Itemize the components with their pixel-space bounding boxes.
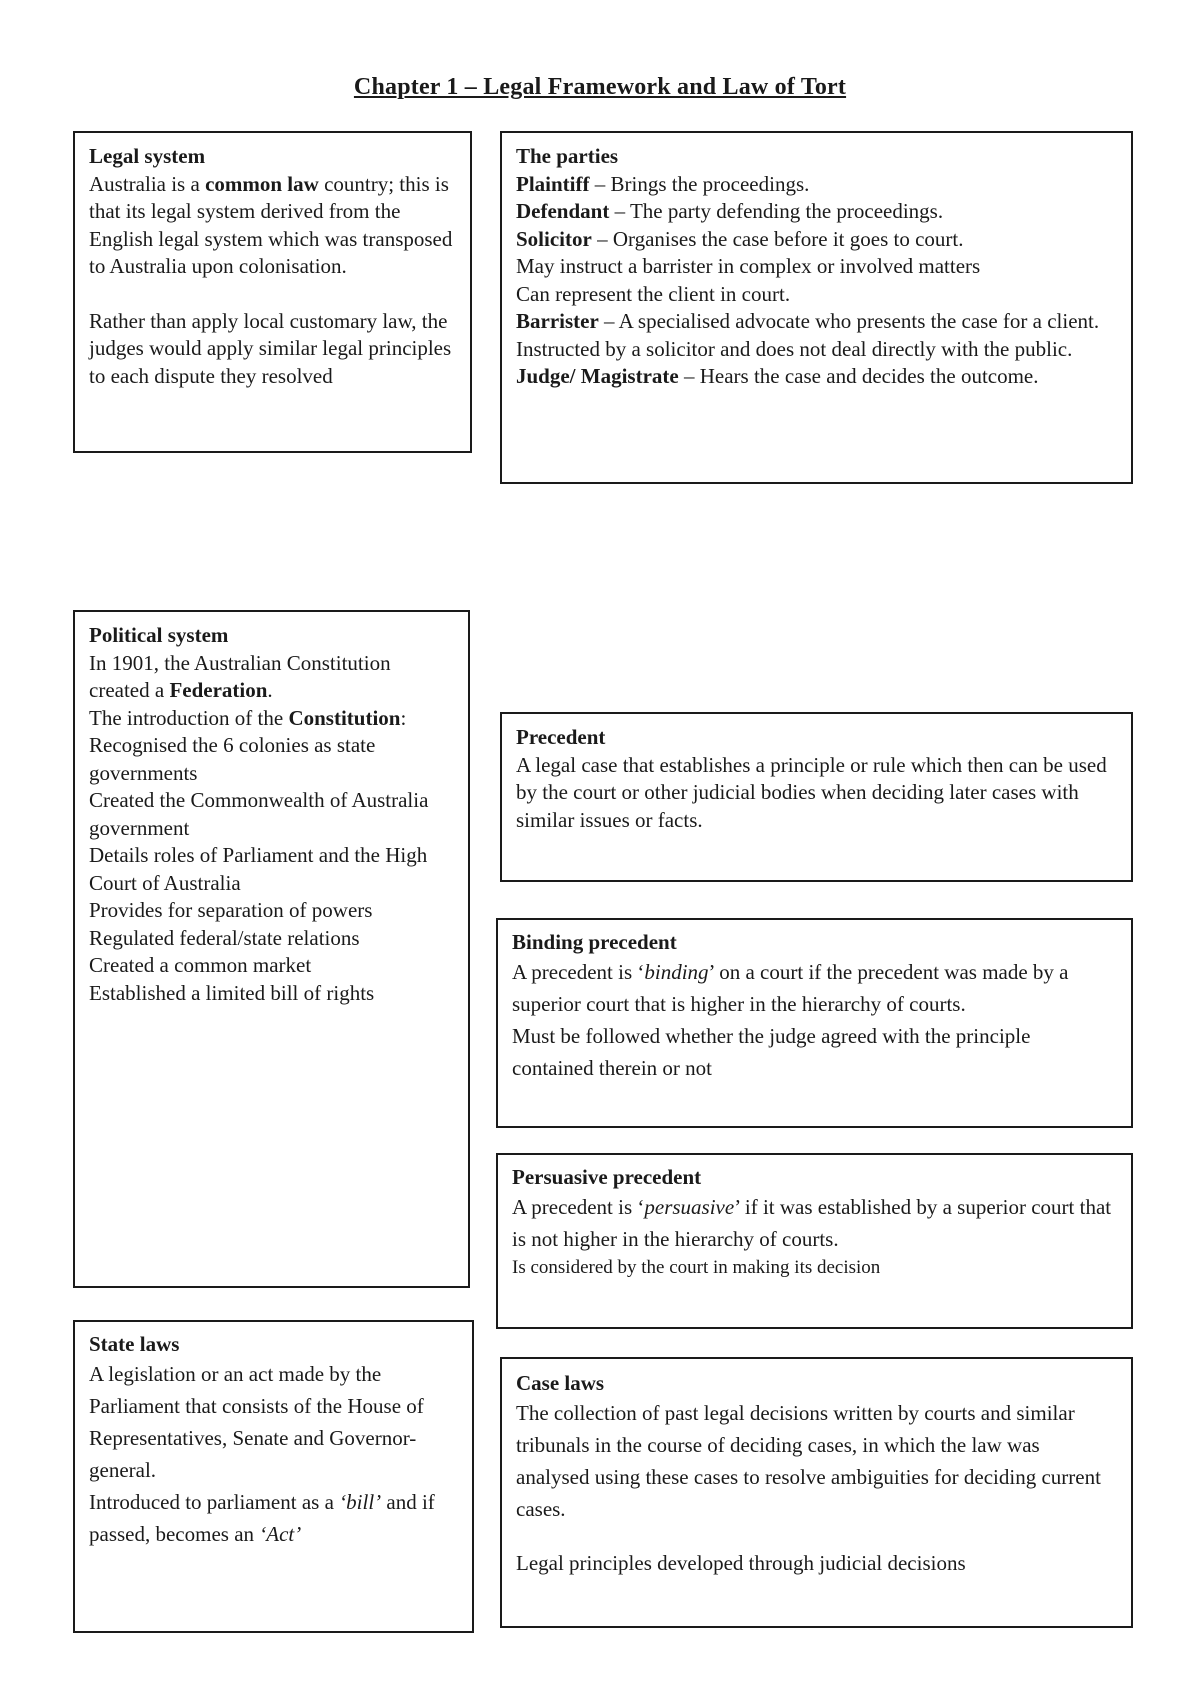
parties-heading: The parties — [516, 144, 619, 168]
precedent-box — [500, 712, 1133, 882]
case-laws-heading: Case laws — [516, 1371, 605, 1395]
legal-system-box — [73, 131, 472, 453]
binding-precedent-box — [496, 918, 1133, 1128]
plaintiff-line: Plaintiff – Brings the proceedings. — [516, 171, 810, 196]
persuasive-precedent-text: A precedent is ‘persuasive’ if it was established by a superior court that is not higher in the hierarchy of courts. — [512, 1195, 1112, 1251]
political-item: Established a limited bill of rights — [89, 980, 375, 1005]
defendant-line: Defendant – The party defending the proceedings. — [516, 199, 944, 223]
political-item: Recognised the 6 colonies as state governments — [89, 733, 376, 785]
solicitor-line-3: Can represent the client in court. — [516, 281, 791, 306]
persuasive-precedent-box — [496, 1153, 1133, 1329]
binding-precedent-line-2: Must be followed whether the judge agreed with the principle contained therein or not — [512, 1024, 1031, 1080]
state-laws-heading: State laws — [89, 1332, 180, 1356]
persuasive-precedent-heading: Persuasive precedent — [512, 1165, 702, 1189]
solicitor-line: Solicitor – Organises the case before it goes to court. — [516, 226, 964, 251]
barrister-line: Barrister – A specialised advocate who presents the case for a client. — [516, 309, 1100, 333]
persuasive-precedent-line-2: Is considered by the court in making its decision — [512, 1257, 881, 1278]
political-item: Regulated federal/state relations — [89, 925, 360, 950]
state-laws-line-2: Introduced to parliament as a ‘bill’ and if passed, becomes an ‘Act’ — [89, 1490, 435, 1546]
political-item: Details roles of Parliament and the High Court of Australia — [89, 843, 428, 895]
political-line-2: The introduction of the Constitution: — [89, 705, 407, 730]
page-title: Chapter 1 – Legal Framework and Law of Tort — [353, 74, 847, 100]
precedent-text: A legal case that establishes a principle or rule which then can be used by the court or other judicial bodies when deciding later cases with similar issues or facts. — [516, 752, 1107, 832]
political-line-1: In 1901, the Australian Constitution created a Federation. — [89, 650, 391, 702]
binding-precedent-heading: Binding precedent — [512, 930, 677, 954]
binding-precedent-text: A precedent is ‘binding’ on a court if the precedent was made by a superior court that is higher in the hierarchy of courts. — [512, 960, 1069, 1016]
political-system-heading: Political system — [89, 623, 229, 647]
barrister-line-2: Instructed by a solicitor and does not deal directly with the public. — [516, 336, 1073, 361]
political-system-box — [73, 610, 470, 1288]
political-item: Provides for separation of powers — [89, 898, 373, 922]
political-item: Created a common market — [89, 953, 312, 977]
political-item: Created the Commonwealth of Australia government — [89, 788, 429, 840]
case-laws-line-2: Legal principles developed through judicial decisions — [516, 1551, 966, 1575]
case-laws-text: The collection of past legal decisions written by courts and similar tribunals in the course of deciding cases, in which the law was analysed using these cases to resolve ambiguities for deciding current cases. — [516, 1401, 1101, 1521]
legal-system-heading: Legal system — [89, 144, 206, 168]
parties-box — [500, 131, 1133, 484]
case-laws-box — [500, 1357, 1133, 1628]
legal-system-paragraph-1: Australia is a common law country; this is that its legal system derived from the English legal system which was transposed to Australia upon colonisation. — [89, 171, 453, 278]
precedent-heading: Precedent — [516, 725, 606, 749]
state-laws-box — [73, 1320, 474, 1633]
solicitor-line-2: May instruct a barrister in complex or involved matters — [516, 254, 981, 278]
state-laws-text: A legislation or an act made by the Parliament that consists of the House of Representatives, Senate and Governor-general. — [89, 1362, 424, 1482]
judge-line: Judge/ Magistrate – Hears the case and decides the outcome. — [516, 364, 1039, 388]
legal-system-paragraph-2: Rather than apply local customary law, the judges would apply similar legal principles to each dispute they resolved — [89, 308, 452, 388]
